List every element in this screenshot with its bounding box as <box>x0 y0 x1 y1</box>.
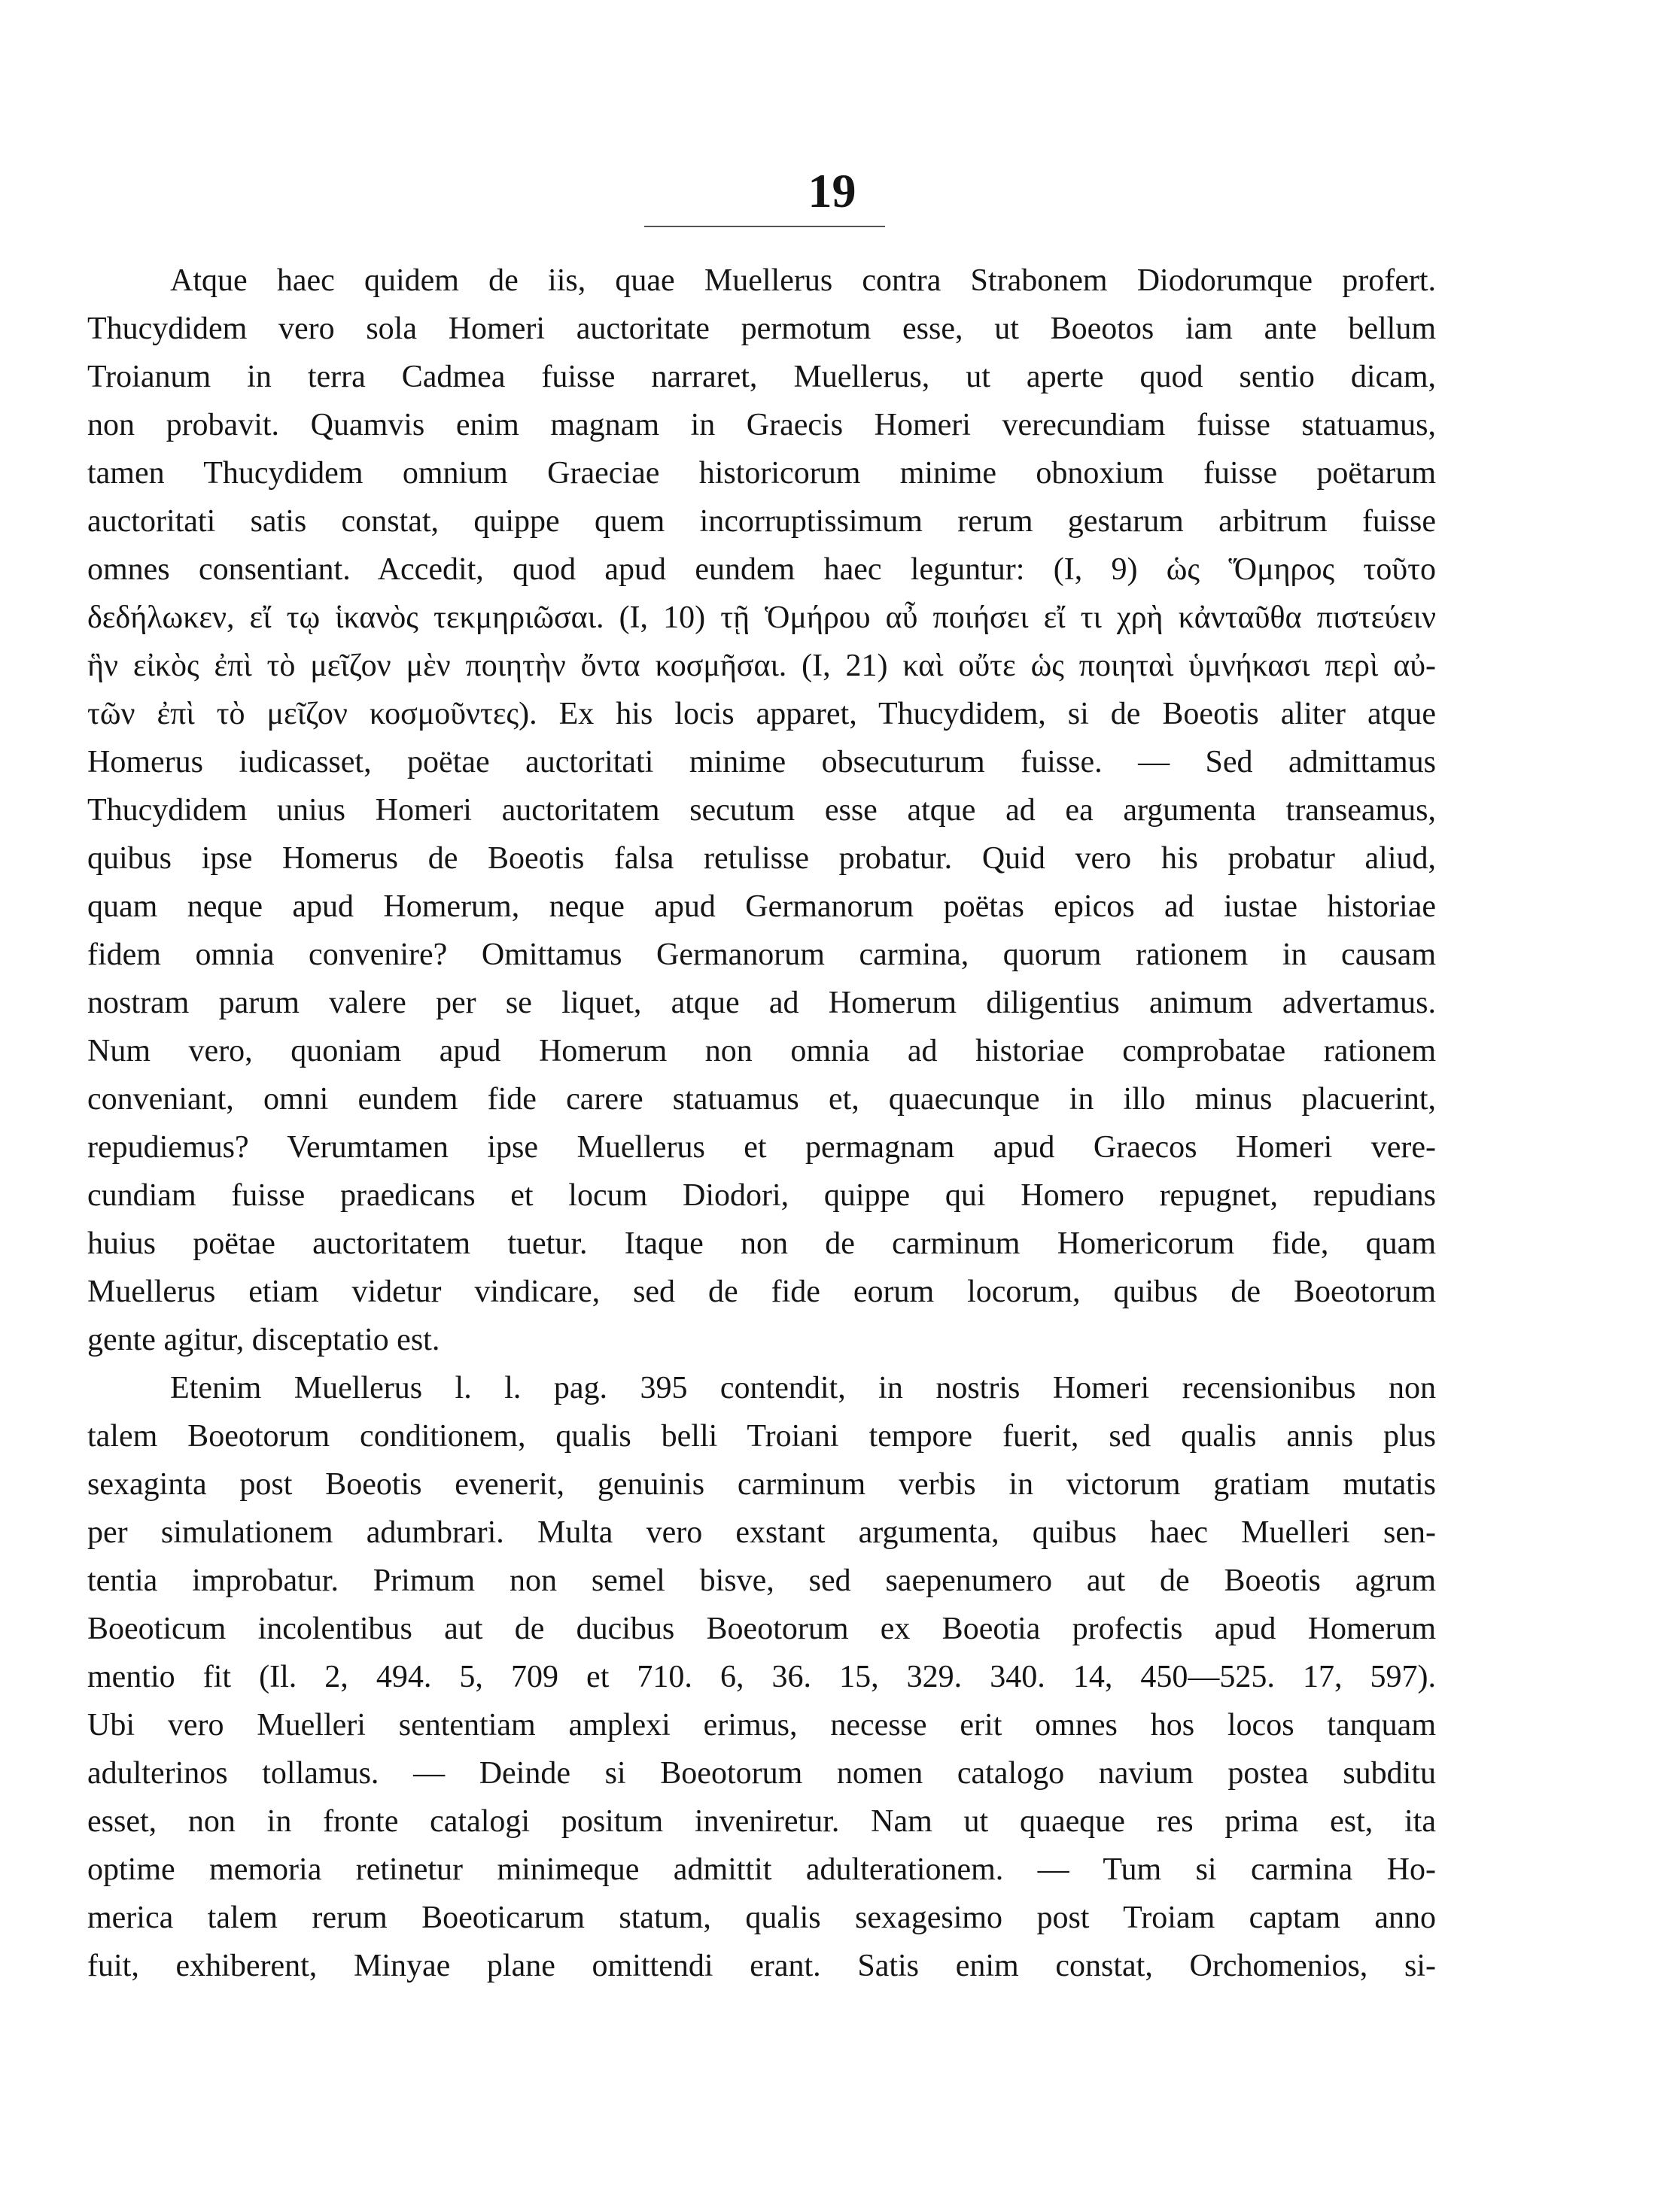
text-line: tentia improbatur. Primum non semel bisve, sed saepenumero aut de Boeotis agrum <box>87 1563 1436 1598</box>
text-line: gente agitur, disceptatio est. <box>87 1323 440 1357</box>
text-line: Muellerus etiam videtur vindicare, sed de fide eorum locorum, quibus de Boeotorum <box>87 1275 1436 1309</box>
text-line: tamen Thucydidem omnium Graeciae historicorum minime obnoxium fuisse poëtarum <box>87 456 1436 491</box>
text-line: mentio fit (Il. 2, 494. 5, 709 et 710. 6, 36. 15, 329. 340. 14, 450—525. 17, 597). <box>87 1660 1436 1694</box>
text-line: optime memoria retinetur minimeque admittit adulterationem. — Tum si carmina Ho- <box>87 1852 1436 1887</box>
text-line: nostram parum valere per se liquet, atque ad Homerum diligentius animum advertamus. <box>87 986 1436 1020</box>
text-line: δεδήλωκεν, εἴ τῳ ἱκανὸς τεκμηριῶσαι. (I, 10) τῇ Ὁμήρου αὖ ποιήσει εἴ τι χρὴ κἀνταῦθα πιστεύειν <box>87 600 1436 635</box>
page-number: 19 <box>808 164 856 217</box>
text-line: Ubi vero Muelleri sententiam amplexi erimus, necesse erit omnes hos locos tanquam <box>87 1708 1436 1743</box>
text-line: Troianum in terra Cadmea fuisse narraret, Muellerus, ut aperte quod sentio dicam, <box>87 360 1436 394</box>
page-number-rule <box>644 226 885 227</box>
text-line: sexaginta post Boeotis evenerit, genuinis carminum verbis in victorum gratiam mutatis <box>87 1467 1436 1502</box>
text-line: merica talem rerum Boeoticarum statum, qualis sexagesimo post Troiam captam anno <box>87 1901 1436 1935</box>
text-line: auctoritati satis constat, quippe quem incorruptissimum rerum gestarum arbitrum fuisse <box>87 504 1436 539</box>
text-line: huius poëtae auctoritatem tuetur. Itaque non de carminum Homericorum fide, quam <box>87 1226 1436 1261</box>
text-line: conveniant, omni eundem fide carere statuamus et, quaecunque in illo minus placuerint, <box>87 1082 1436 1117</box>
text-line: Thucydidem unius Homeri auctoritatem secutum esse atque ad ea argumenta transeamus, <box>87 793 1436 828</box>
text-line: ἣν εἰκὸς ἐπὶ τὸ μεῖζον μὲν ποιητὴν ὄντα κοσμῆσαι. (I, 21) καὶ οὔτε ὡς ποιηταὶ ὑμνήκασι περὶ αὐ- <box>87 649 1436 683</box>
text-line: non probavit. Quamvis enim magnam in Graecis Homeri verecundiam fuisse statuamus, <box>87 408 1436 442</box>
text-line: cundiam fuisse praedicans et locum Diodori, quippe qui Homero repugnet, repudians <box>87 1178 1436 1213</box>
text-line: talem Boeotorum conditionem, qualis belli Troiani tempore fuerit, sed qualis annis plus <box>87 1419 1436 1454</box>
text-line: Homerus iudicasset, poëtae auctoritati minime obsecuturum fuisse. — Sed admittamus <box>87 745 1436 779</box>
text-line: fuit, exhiberent, Minyae plane omittendi erant. Satis enim constat, Orchomenios, si- <box>87 1949 1436 1983</box>
text-line: Num vero, quoniam apud Homerum non omnia ad historiae comprobatae rationem <box>87 1034 1436 1068</box>
text-line: esset, non in fronte catalogi positum inveniretur. Nam ut quaeque res prima est, ita <box>87 1804 1436 1839</box>
text-line: fidem omnia convenire? Omittamus Germanorum carmina, quorum rationem in causam <box>87 937 1436 972</box>
text-line: repudiemus? Verumtamen ipse Muellerus et permagnam apud Graecos Homeri vere- <box>87 1130 1436 1165</box>
text-line: adulterinos tollamus. — Deinde si Boeotorum nomen catalogo navium postea subditu <box>87 1756 1436 1791</box>
text-line: Boeoticum incolentibus aut de ducibus Boeotorum ex Boeotia profectis apud Homerum <box>87 1612 1436 1646</box>
text-line: Atque haec quidem de iis, quae Muellerus contra Strabonem Diodorumque profert. <box>170 263 1436 298</box>
text-line: τῶν ἐπὶ τὸ μεῖζον κοσμοῦντες). Ex his locis apparet, Thucydidem, si de Boeotis aliter atque <box>87 697 1436 731</box>
text-line: Thucydidem vero sola Homeri auctoritate permotum esse, ut Boeotos iam ante bellum <box>87 311 1436 346</box>
text-line: quam neque apud Homerum, neque apud Germanorum poëtas epicos ad iustae historiae <box>87 889 1436 924</box>
text-line: quibus ipse Homerus de Boeotis falsa retulisse probatur. Quid vero his probatur aliud, <box>87 841 1436 876</box>
text-line: Etenim Muellerus l. l. pag. 395 contendit, in nostris Homeri recensionibus non <box>170 1371 1436 1405</box>
text-line: omnes consentiant. Accedit, quod apud eundem haec leguntur: (I, 9) ὡς Ὅμηρος τοῦτο <box>87 552 1436 587</box>
text-line: per simulationem adumbrari. Multa vero exstant argumenta, quibus haec Muelleri sen- <box>87 1515 1436 1550</box>
